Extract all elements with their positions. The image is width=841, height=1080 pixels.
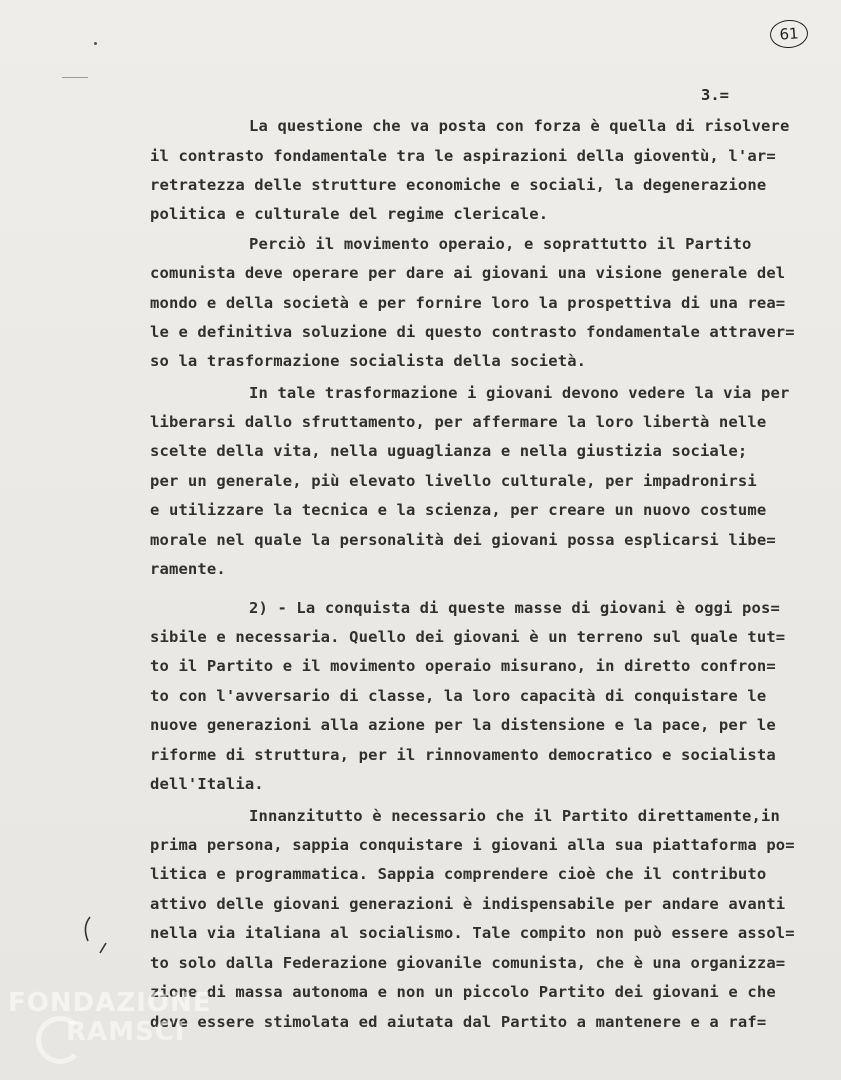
text-line: nuove generazioni alla azione per la distensione e la pace, per le — [150, 716, 776, 734]
text-line: per un generale, più elevato livello culturale, per impadronirsi — [150, 472, 757, 490]
text-line: nella via italiana al socialismo. Tale compito non può essere assol= — [150, 924, 795, 942]
pencil-bracket-mark — [80, 915, 110, 960]
text-line: to solo dalla Federazione giovanile comunista, che è una organizza= — [150, 954, 786, 972]
text-line: liberarsi dallo sfruttamento, per affermare la loro libertà nelle — [150, 413, 767, 431]
text-line: scelte della vita, nella uguaglianza e nella giustizia sociale; — [150, 442, 748, 460]
watermark-line1: FONDAZIONE — [8, 988, 212, 1018]
pencil-dash — [62, 77, 88, 78]
text-line: deve essere stimolata ed aiutata dal Partito a mantenere e a raf= — [150, 1013, 767, 1031]
text-line: comunista deve operare per dare ai giovani una visione generale del — [150, 264, 786, 282]
text-line: ramente. — [150, 560, 226, 578]
text-line: retratezza delle strutture economiche e sociali, la degenerazione — [150, 176, 767, 194]
text-line: e utilizzare la tecnica e la scienza, per creare un nuovo costume — [150, 501, 767, 519]
text-line: morale nel quale la personalità dei giovani possa esplicarsi libe= — [150, 531, 776, 549]
text-line: dell'Italia. — [150, 775, 264, 793]
text-line: so la trasformazione socialista della società. — [150, 352, 587, 370]
text-line: Perciò il movimento operaio, e soprattutto il Partito — [249, 235, 752, 253]
text-line: litica e programmatica. Sappia comprendere cioè che il contributo — [150, 865, 767, 883]
watermark-line2: RAMSCI — [66, 1017, 186, 1047]
text-line: prima persona, sappia conquistare i giovani alla sua piattaforma po= — [150, 836, 795, 854]
text-line: In tale trasformazione i giovani devono vedere la via per — [249, 384, 790, 402]
text-line: to il Partito e il movimento operaio misurano, in diretto confron= — [150, 657, 776, 675]
folio-number: 61 — [769, 19, 809, 50]
text-line: le e definitiva soluzione di questo contrasto fondamentale attraver= — [150, 323, 795, 341]
text-line: attivo delle giovani generazioni è indispensabile per andare avanti — [150, 895, 786, 913]
text-line: mondo e della società e per fornire loro la prospettiva di una rea= — [150, 294, 786, 312]
text-line: sibile e necessaria. Quello dei giovani è un terreno sul quale tut= — [150, 628, 786, 646]
text-line: Innanzitutto è necessario che il Partito direttamente,in — [249, 807, 780, 825]
page-number: 3.= — [701, 86, 729, 104]
text-line: 2) - La conquista di queste masse di giovani è oggi pos= — [249, 599, 780, 617]
text-line: politica e culturale del regime clericale. — [150, 205, 549, 223]
ink-dot — [94, 42, 97, 45]
text-line: to con l'avversario di classe, la loro capacità di conquistare le — [150, 687, 767, 705]
text-line: riforme di struttura, per il rinnovamento democratico e socialista — [150, 746, 776, 764]
text-line: zione di massa autonoma e non un piccolo Partito dei giovani e che — [150, 983, 776, 1001]
text-line: il contrasto fondamentale tra le aspirazioni della gioventù, l'ar= — [150, 147, 776, 165]
text-line: La questione che va posta con forza è quella di risolvere — [249, 117, 790, 135]
